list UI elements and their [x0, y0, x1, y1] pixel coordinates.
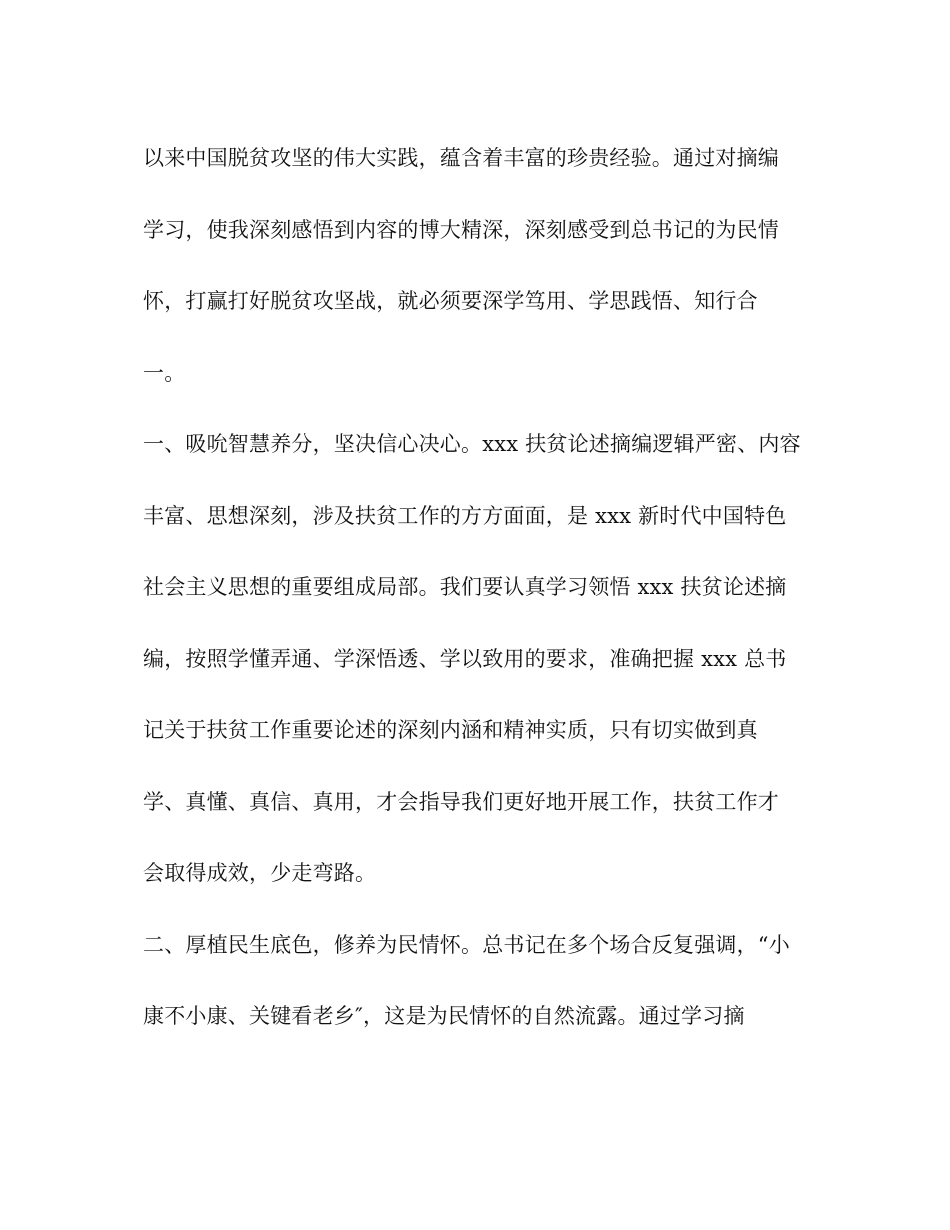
text-line: 二、厚植民生底色，修养为民情怀。总书记在多个场合反复强调，“小 — [143, 932, 790, 957]
text-line: 社会主义思想的重要组成局部。我们要认真学习领悟 xxx 扶贫论述摘 — [143, 575, 787, 599]
text-line: 学习，使我深刻感悟到内容的博大精深，深刻感受到总书记的为民情 — [143, 217, 779, 242]
text-line: 会取得成效，少走弯路。 — [143, 861, 377, 885]
text-line: 记关于扶贫工作重要论述的深刻内涵和精神实质，只有切实做到真 — [143, 718, 758, 742]
text-line: 编，按照学懂弄通、学深悟透、学以致用的要求，准确把握 xxx 总书 — [143, 646, 787, 671]
text-line: 一、吸吮智慧养分，坚决信心决心。xxx 扶贫论述摘编逻辑严密、内容 — [143, 432, 801, 456]
text-line: 康不小康、关键看老乡″，这是为民情怀的自然流露。通过学习摘 — [143, 1004, 745, 1028]
text-line: 学、真懂、真信、真用，才会指导我们更好地开展工作，扶贫工作才 — [143, 789, 779, 814]
text-line: 以来中国脱贫攻坚的伟大实践，蕴含着丰富的珍贵经验。通过对摘编 — [143, 146, 779, 170]
text-line: 一。 — [143, 360, 186, 385]
text-line: 怀，打赢打好脱贫攻坚战，就必须要深学笃用、学思践悟、知行合 — [143, 289, 758, 313]
body-text — [143, 136, 823, 1066]
text-line: 丰富、思想深刻，涉及扶贫工作的方方面面，是 xxx 新时代中国特色 — [143, 503, 787, 528]
